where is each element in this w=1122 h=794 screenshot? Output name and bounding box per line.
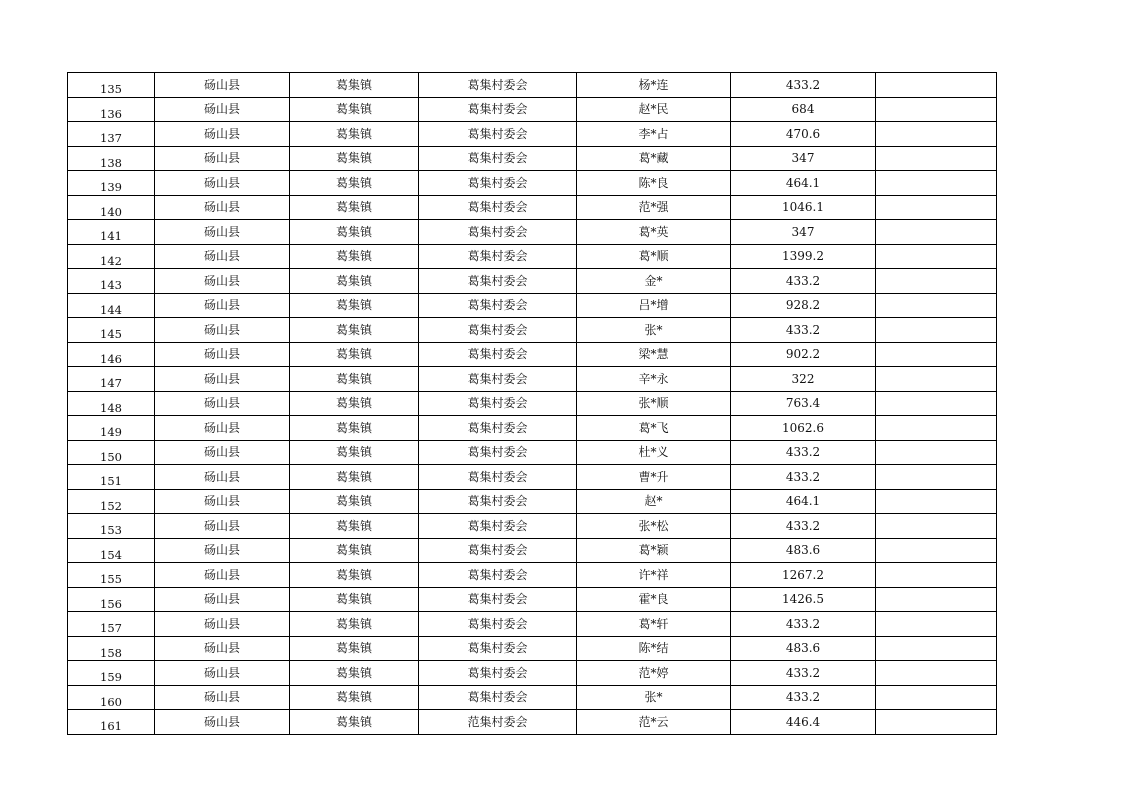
amount-cell: 347 [731, 220, 876, 245]
amount-cell: 1046.1 [731, 195, 876, 220]
amount-cell: 433.2 [731, 269, 876, 294]
town-cell: 葛集镇 [290, 171, 419, 196]
remark-cell [876, 244, 997, 269]
table-row [68, 122, 997, 147]
village-committee-cell: 葛集村委会 [419, 416, 577, 441]
table-row [68, 685, 997, 710]
table-row [68, 391, 997, 416]
beneficiary-table [67, 72, 997, 735]
person-name-cell: 张* [577, 318, 731, 343]
village-committee-cell: 葛集村委会 [419, 636, 577, 661]
row-number-cell: 157 [68, 612, 155, 637]
amount-cell: 470.6 [731, 122, 876, 147]
county-cell: 砀山县 [155, 342, 290, 367]
table-row [68, 465, 997, 490]
person-name-cell: 葛*颖 [577, 538, 731, 563]
table-row [68, 269, 997, 294]
town-cell: 葛集镇 [290, 661, 419, 686]
person-name-cell: 吕*增 [577, 293, 731, 318]
remark-cell [876, 97, 997, 122]
row-number-cell: 142 [68, 244, 155, 269]
town-cell: 葛集镇 [290, 465, 419, 490]
row-number-cell: 145 [68, 318, 155, 343]
amount-cell: 322 [731, 367, 876, 392]
town-cell: 葛集镇 [290, 146, 419, 171]
amount-cell: 433.2 [731, 440, 876, 465]
town-cell: 葛集镇 [290, 587, 419, 612]
village-committee-cell: 葛集村委会 [419, 97, 577, 122]
town-cell: 葛集镇 [290, 342, 419, 367]
table-row [68, 73, 997, 98]
village-committee-cell: 葛集村委会 [419, 171, 577, 196]
village-committee-cell: 葛集村委会 [419, 612, 577, 637]
county-cell: 砀山县 [155, 636, 290, 661]
village-committee-cell: 葛集村委会 [419, 195, 577, 220]
table-body [68, 73, 997, 735]
table-row [68, 293, 997, 318]
row-number-cell: 146 [68, 342, 155, 367]
county-cell: 砀山县 [155, 122, 290, 147]
remark-cell [876, 122, 997, 147]
amount-cell: 464.1 [731, 171, 876, 196]
person-name-cell: 曹*升 [577, 465, 731, 490]
town-cell: 葛集镇 [290, 293, 419, 318]
town-cell: 葛集镇 [290, 367, 419, 392]
village-committee-cell: 葛集村委会 [419, 440, 577, 465]
amount-cell: 1267.2 [731, 563, 876, 588]
person-name-cell: 赵*民 [577, 97, 731, 122]
remark-cell [876, 465, 997, 490]
county-cell: 砀山县 [155, 440, 290, 465]
person-name-cell: 霍*良 [577, 587, 731, 612]
amount-cell: 1426.5 [731, 587, 876, 612]
amount-cell: 433.2 [731, 514, 876, 539]
county-cell: 砀山县 [155, 146, 290, 171]
table-row [68, 636, 997, 661]
row-number-cell: 144 [68, 293, 155, 318]
county-cell: 砀山县 [155, 244, 290, 269]
remark-cell [876, 514, 997, 539]
row-number-cell: 154 [68, 538, 155, 563]
town-cell: 葛集镇 [290, 244, 419, 269]
person-name-cell: 葛*飞 [577, 416, 731, 441]
remark-cell [876, 293, 997, 318]
remark-cell [876, 587, 997, 612]
remark-cell [876, 146, 997, 171]
table-row [68, 220, 997, 245]
town-cell: 葛集镇 [290, 318, 419, 343]
table-row [68, 538, 997, 563]
person-name-cell: 许*祥 [577, 563, 731, 588]
amount-cell: 684 [731, 97, 876, 122]
county-cell: 砀山县 [155, 514, 290, 539]
amount-cell: 446.4 [731, 710, 876, 735]
remark-cell [876, 612, 997, 637]
table-row [68, 612, 997, 637]
amount-cell: 763.4 [731, 391, 876, 416]
county-cell: 砀山县 [155, 710, 290, 735]
remark-cell [876, 538, 997, 563]
village-committee-cell: 葛集村委会 [419, 293, 577, 318]
town-cell: 葛集镇 [290, 710, 419, 735]
village-committee-cell: 葛集村委会 [419, 146, 577, 171]
amount-cell: 433.2 [731, 465, 876, 490]
village-committee-cell: 葛集村委会 [419, 465, 577, 490]
remark-cell [876, 195, 997, 220]
county-cell: 砀山县 [155, 538, 290, 563]
amount-cell: 1399.2 [731, 244, 876, 269]
person-name-cell: 李*占 [577, 122, 731, 147]
remark-cell [876, 171, 997, 196]
table-row [68, 661, 997, 686]
row-number-cell: 141 [68, 220, 155, 245]
village-committee-cell: 葛集村委会 [419, 244, 577, 269]
county-cell: 砀山县 [155, 685, 290, 710]
table-row [68, 97, 997, 122]
village-committee-cell: 葛集村委会 [419, 563, 577, 588]
town-cell: 葛集镇 [290, 440, 419, 465]
town-cell: 葛集镇 [290, 122, 419, 147]
remark-cell [876, 563, 997, 588]
town-cell: 葛集镇 [290, 195, 419, 220]
row-number-cell: 135 [68, 73, 155, 98]
remark-cell [876, 220, 997, 245]
county-cell: 砀山县 [155, 587, 290, 612]
county-cell: 砀山县 [155, 171, 290, 196]
town-cell: 葛集镇 [290, 269, 419, 294]
row-number-cell: 136 [68, 97, 155, 122]
person-name-cell: 范*云 [577, 710, 731, 735]
village-committee-cell: 葛集村委会 [419, 73, 577, 98]
remark-cell [876, 416, 997, 441]
person-name-cell: 辛*永 [577, 367, 731, 392]
table-row [68, 367, 997, 392]
row-number-cell: 139 [68, 171, 155, 196]
table-row [68, 440, 997, 465]
person-name-cell: 陈*良 [577, 171, 731, 196]
remark-cell [876, 342, 997, 367]
row-number-cell: 159 [68, 661, 155, 686]
amount-cell: 433.2 [731, 318, 876, 343]
county-cell: 砀山县 [155, 416, 290, 441]
county-cell: 砀山县 [155, 269, 290, 294]
remark-cell [876, 391, 997, 416]
village-committee-cell: 葛集村委会 [419, 342, 577, 367]
table-row [68, 146, 997, 171]
row-number-cell: 156 [68, 587, 155, 612]
county-cell: 砀山县 [155, 391, 290, 416]
village-committee-cell: 葛集村委会 [419, 661, 577, 686]
row-number-cell: 152 [68, 489, 155, 514]
row-number-cell: 151 [68, 465, 155, 490]
amount-cell: 433.2 [731, 73, 876, 98]
village-committee-cell: 葛集村委会 [419, 514, 577, 539]
table-row [68, 416, 997, 441]
amount-cell: 464.1 [731, 489, 876, 514]
person-name-cell: 葛*藏 [577, 146, 731, 171]
row-number-cell: 147 [68, 367, 155, 392]
town-cell: 葛集镇 [290, 220, 419, 245]
village-committee-cell: 葛集村委会 [419, 587, 577, 612]
person-name-cell: 金* [577, 269, 731, 294]
town-cell: 葛集镇 [290, 97, 419, 122]
table-row [68, 318, 997, 343]
village-committee-cell: 葛集村委会 [419, 122, 577, 147]
village-committee-cell: 葛集村委会 [419, 685, 577, 710]
town-cell: 葛集镇 [290, 685, 419, 710]
table-row [68, 710, 997, 735]
row-number-cell: 160 [68, 685, 155, 710]
table-row [68, 587, 997, 612]
town-cell: 葛集镇 [290, 391, 419, 416]
remark-cell [876, 318, 997, 343]
person-name-cell: 范*婷 [577, 661, 731, 686]
town-cell: 葛集镇 [290, 514, 419, 539]
amount-cell: 928.2 [731, 293, 876, 318]
town-cell: 葛集镇 [290, 538, 419, 563]
row-number-cell: 140 [68, 195, 155, 220]
person-name-cell: 张* [577, 685, 731, 710]
county-cell: 砀山县 [155, 195, 290, 220]
row-number-cell: 158 [68, 636, 155, 661]
village-committee-cell: 葛集村委会 [419, 367, 577, 392]
row-number-cell: 148 [68, 391, 155, 416]
county-cell: 砀山县 [155, 612, 290, 637]
table-row [68, 195, 997, 220]
county-cell: 砀山县 [155, 97, 290, 122]
table-row [68, 342, 997, 367]
row-number-cell: 149 [68, 416, 155, 441]
town-cell: 葛集镇 [290, 563, 419, 588]
amount-cell: 347 [731, 146, 876, 171]
remark-cell [876, 367, 997, 392]
remark-cell [876, 636, 997, 661]
remark-cell [876, 440, 997, 465]
county-cell: 砀山县 [155, 220, 290, 245]
person-name-cell: 范*强 [577, 195, 731, 220]
village-committee-cell: 葛集村委会 [419, 489, 577, 514]
amount-cell: 483.6 [731, 538, 876, 563]
county-cell: 砀山县 [155, 73, 290, 98]
remark-cell [876, 685, 997, 710]
amount-cell: 433.2 [731, 685, 876, 710]
table-row [68, 171, 997, 196]
amount-cell: 1062.6 [731, 416, 876, 441]
village-committee-cell: 葛集村委会 [419, 318, 577, 343]
county-cell: 砀山县 [155, 489, 290, 514]
amount-cell: 483.6 [731, 636, 876, 661]
county-cell: 砀山县 [155, 563, 290, 588]
county-cell: 砀山县 [155, 293, 290, 318]
amount-cell: 433.2 [731, 612, 876, 637]
remark-cell [876, 73, 997, 98]
table-row [68, 489, 997, 514]
town-cell: 葛集镇 [290, 636, 419, 661]
village-committee-cell: 葛集村委会 [419, 220, 577, 245]
amount-cell: 433.2 [731, 661, 876, 686]
county-cell: 砀山县 [155, 318, 290, 343]
person-name-cell: 葛*顺 [577, 244, 731, 269]
remark-cell [876, 489, 997, 514]
remark-cell [876, 661, 997, 686]
row-number-cell: 138 [68, 146, 155, 171]
person-name-cell: 赵* [577, 489, 731, 514]
person-name-cell: 葛*英 [577, 220, 731, 245]
person-name-cell: 张*顺 [577, 391, 731, 416]
town-cell: 葛集镇 [290, 416, 419, 441]
row-number-cell: 150 [68, 440, 155, 465]
person-name-cell: 葛*轩 [577, 612, 731, 637]
remark-cell [876, 710, 997, 735]
county-cell: 砀山县 [155, 465, 290, 490]
person-name-cell: 梁*慧 [577, 342, 731, 367]
town-cell: 葛集镇 [290, 612, 419, 637]
row-number-cell: 161 [68, 710, 155, 735]
village-committee-cell: 范集村委会 [419, 710, 577, 735]
town-cell: 葛集镇 [290, 73, 419, 98]
person-name-cell: 陈*结 [577, 636, 731, 661]
town-cell: 葛集镇 [290, 489, 419, 514]
person-name-cell: 杨*连 [577, 73, 731, 98]
village-committee-cell: 葛集村委会 [419, 269, 577, 294]
table-row [68, 563, 997, 588]
row-number-cell: 137 [68, 122, 155, 147]
county-cell: 砀山县 [155, 367, 290, 392]
remark-cell [876, 269, 997, 294]
row-number-cell: 153 [68, 514, 155, 539]
table-row [68, 514, 997, 539]
person-name-cell: 杜*义 [577, 440, 731, 465]
village-committee-cell: 葛集村委会 [419, 538, 577, 563]
row-number-cell: 155 [68, 563, 155, 588]
amount-cell: 902.2 [731, 342, 876, 367]
village-committee-cell: 葛集村委会 [419, 391, 577, 416]
table-row [68, 244, 997, 269]
person-name-cell: 张*松 [577, 514, 731, 539]
row-number-cell: 143 [68, 269, 155, 294]
county-cell: 砀山县 [155, 661, 290, 686]
